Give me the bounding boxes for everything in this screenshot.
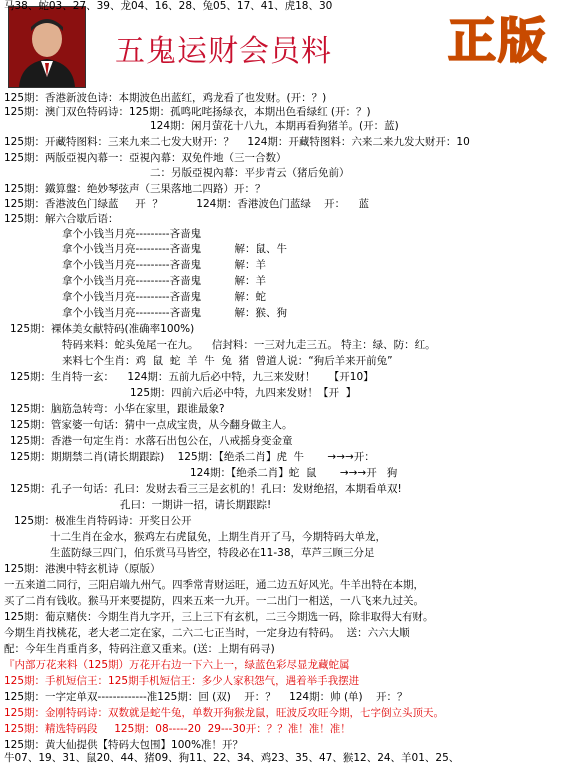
- text-line: 125期：期期禁二肖(请长期跟踪) 125期：【绝杀二肖】虎 牛 →→→开：: [10, 451, 375, 463]
- text-line: 生蓝防绿三四门，伯乐赏马马皆空，特段必在11-38，草芦三顾三分足: [50, 547, 375, 559]
- text-line: 125期：金刚特码诗：双数就是蛇牛兔，单数开狗猴龙鼠，旺波反攻旺今期，七字倒立头顶天。: [4, 707, 445, 719]
- text-line: 125期：四前六后必中特，九四来发财！【开 】: [130, 387, 357, 399]
- text-line: 125期：管家婆一句话：猜中一点成宝贵，从今翻身做主人。: [10, 419, 293, 431]
- text-line: 125期：精选特码段 125期：08-----20 29---30开：？？准！准！准！: [4, 723, 351, 735]
- text-line: 125期：手机短信王：125期手机短信王：多少人家积怨气，遇着举手我摆进: [4, 675, 360, 687]
- text-line: 买了二肖有钱收。猴马开来要提防，四来五来一九开。一二出门一相送，一八飞来九过关。: [4, 595, 424, 607]
- text-line: 125期：解六合歇后语：: [4, 213, 119, 225]
- text-line: 十二生肖在金水，猴鸡左右虎鼠免，上期生肖开了马，今期特码大单龙，: [50, 531, 386, 543]
- text-line: 特码来料：蛇头兔尾一在九。 信封料：一三对九走三五。 特主：绿、防：红。: [62, 339, 436, 351]
- text-line: 拿个小钱当月亮---------吝啬鬼 解：鼠、牛: [62, 243, 287, 255]
- text-line: 拿个小钱当月亮---------吝啬鬼 解：猴、狗: [62, 307, 287, 319]
- authentic-badge: 正版: [448, 13, 549, 69]
- text-line: 拿个小钱当月亮---------吝啬鬼 解：羊: [62, 275, 266, 287]
- text-line: 孔曰：一期讲一招，请长期跟踪!: [120, 499, 272, 511]
- text-line: 配：今年生肖重肖多，特码注意又重来。(送：上期有码寻): [4, 643, 275, 655]
- text-line: 今期生肖找桃花，老大老二定在家，二六二七正当时，一定身边有特码。 送：六六大顺: [4, 627, 410, 639]
- text-line: 拿个小钱当月亮---------吝啬鬼: [62, 228, 202, 240]
- text-line: 来料七个生肖：鸡 鼠 蛇 羊 牛 兔 猪 曾道人说：“狗后羊来开前兔”: [62, 355, 393, 367]
- text-line: 125期：香港波色门绿蓝 开 ？ 124期：香港波色门蓝绿 开： 蓝: [4, 198, 370, 210]
- text-line: 125期：黄大仙提供【特码大包围】100%准！开？: [4, 739, 244, 751]
- text-line: 125期：香港新波色诗：本期波色出蓝红，鸡龙看了也发财。(开：？): [4, 92, 327, 104]
- text-line: 125期：两版亞視內幕一：亞視內幕：双免件地（三一合数）: [4, 152, 287, 164]
- text-line: 125期：一字定单双-------------准125期：回 (双) 开：？ 124期：帅 (单) 开：？: [4, 691, 408, 703]
- text-line: 125期：裸体美女献特码(准确率100%): [10, 323, 195, 335]
- text-line: 拿个小钱当月亮---------吝啬鬼 解：羊: [62, 259, 266, 271]
- page-title: 五鬼运财会员料: [115, 34, 332, 69]
- text-line: 125期：澳门双色特码诗：125期：孤鸣叱咤扬绿衣，本期出色看绿红 (开：？): [4, 106, 371, 118]
- text-line: 125期：港澳中特玄机诗（原版）: [4, 563, 161, 575]
- text-line: 马38、蛇03、27、39、龙04、16、28、兔05、17、41、虎18、30: [4, 0, 333, 12]
- text-line: 125期：生肖特一玄： 124期：五前九后必中特，九三来发财！ 【开10】: [10, 371, 374, 383]
- text-line: 二：另版亞視內幕：平步青云（猪后免前）: [150, 167, 350, 179]
- text-line: 124期：【绝杀二肖】蛇 鼠 →→→开 狗: [190, 467, 398, 479]
- text-line: 125期：孔子一句话：孔曰：发财去看三三是玄机的！孔曰：发财绝招，本期看单双!: [10, 483, 402, 495]
- text-line: 『内部万花来料（125期）万花开右边一下六上一，绿蓝色彩尽显龙藏蛇属: [4, 659, 350, 671]
- text-line: 一五来道二同行，三阳启端九州气。四季常青财运旺，通二边五好风光。牛羊出特在本期，: [4, 579, 424, 591]
- text-line: 牛07、19、31、鼠20、44、猪09、狗11、22、34、鸡23、35、47、猴12、24、羊01、25、: [4, 752, 460, 764]
- text-line: 124期：闲月萤花十八九，本期再看狗猪羊。(开：蓝): [150, 120, 399, 132]
- text-line: 125期：极准生肖特码诗：开奖日公开: [14, 515, 192, 527]
- text-line: 125期：葡京赌侠：今期生肖九字开，三上三下有玄机，二三今期选一码，除非取得大有财。: [4, 611, 434, 623]
- text-line: 125期：鐵算盤：绝妙琴弦声（三果落地二四路）开：？: [4, 183, 266, 195]
- text-line: 125期：脑筋急转弯：小华在家里，跟谁最象?: [10, 403, 225, 415]
- text-line: 拿个小钱当月亮---------吝啬鬼 解：蛇: [62, 291, 266, 303]
- text-line: 125期：开藏特图料：三来九来二七发大财开：？ 124期：开藏特图料：六来二来九发大财开：10: [4, 136, 470, 148]
- text-line: 125期：香港一句定生肖：水落石出包公在，八戒摇身变金童: [10, 435, 293, 447]
